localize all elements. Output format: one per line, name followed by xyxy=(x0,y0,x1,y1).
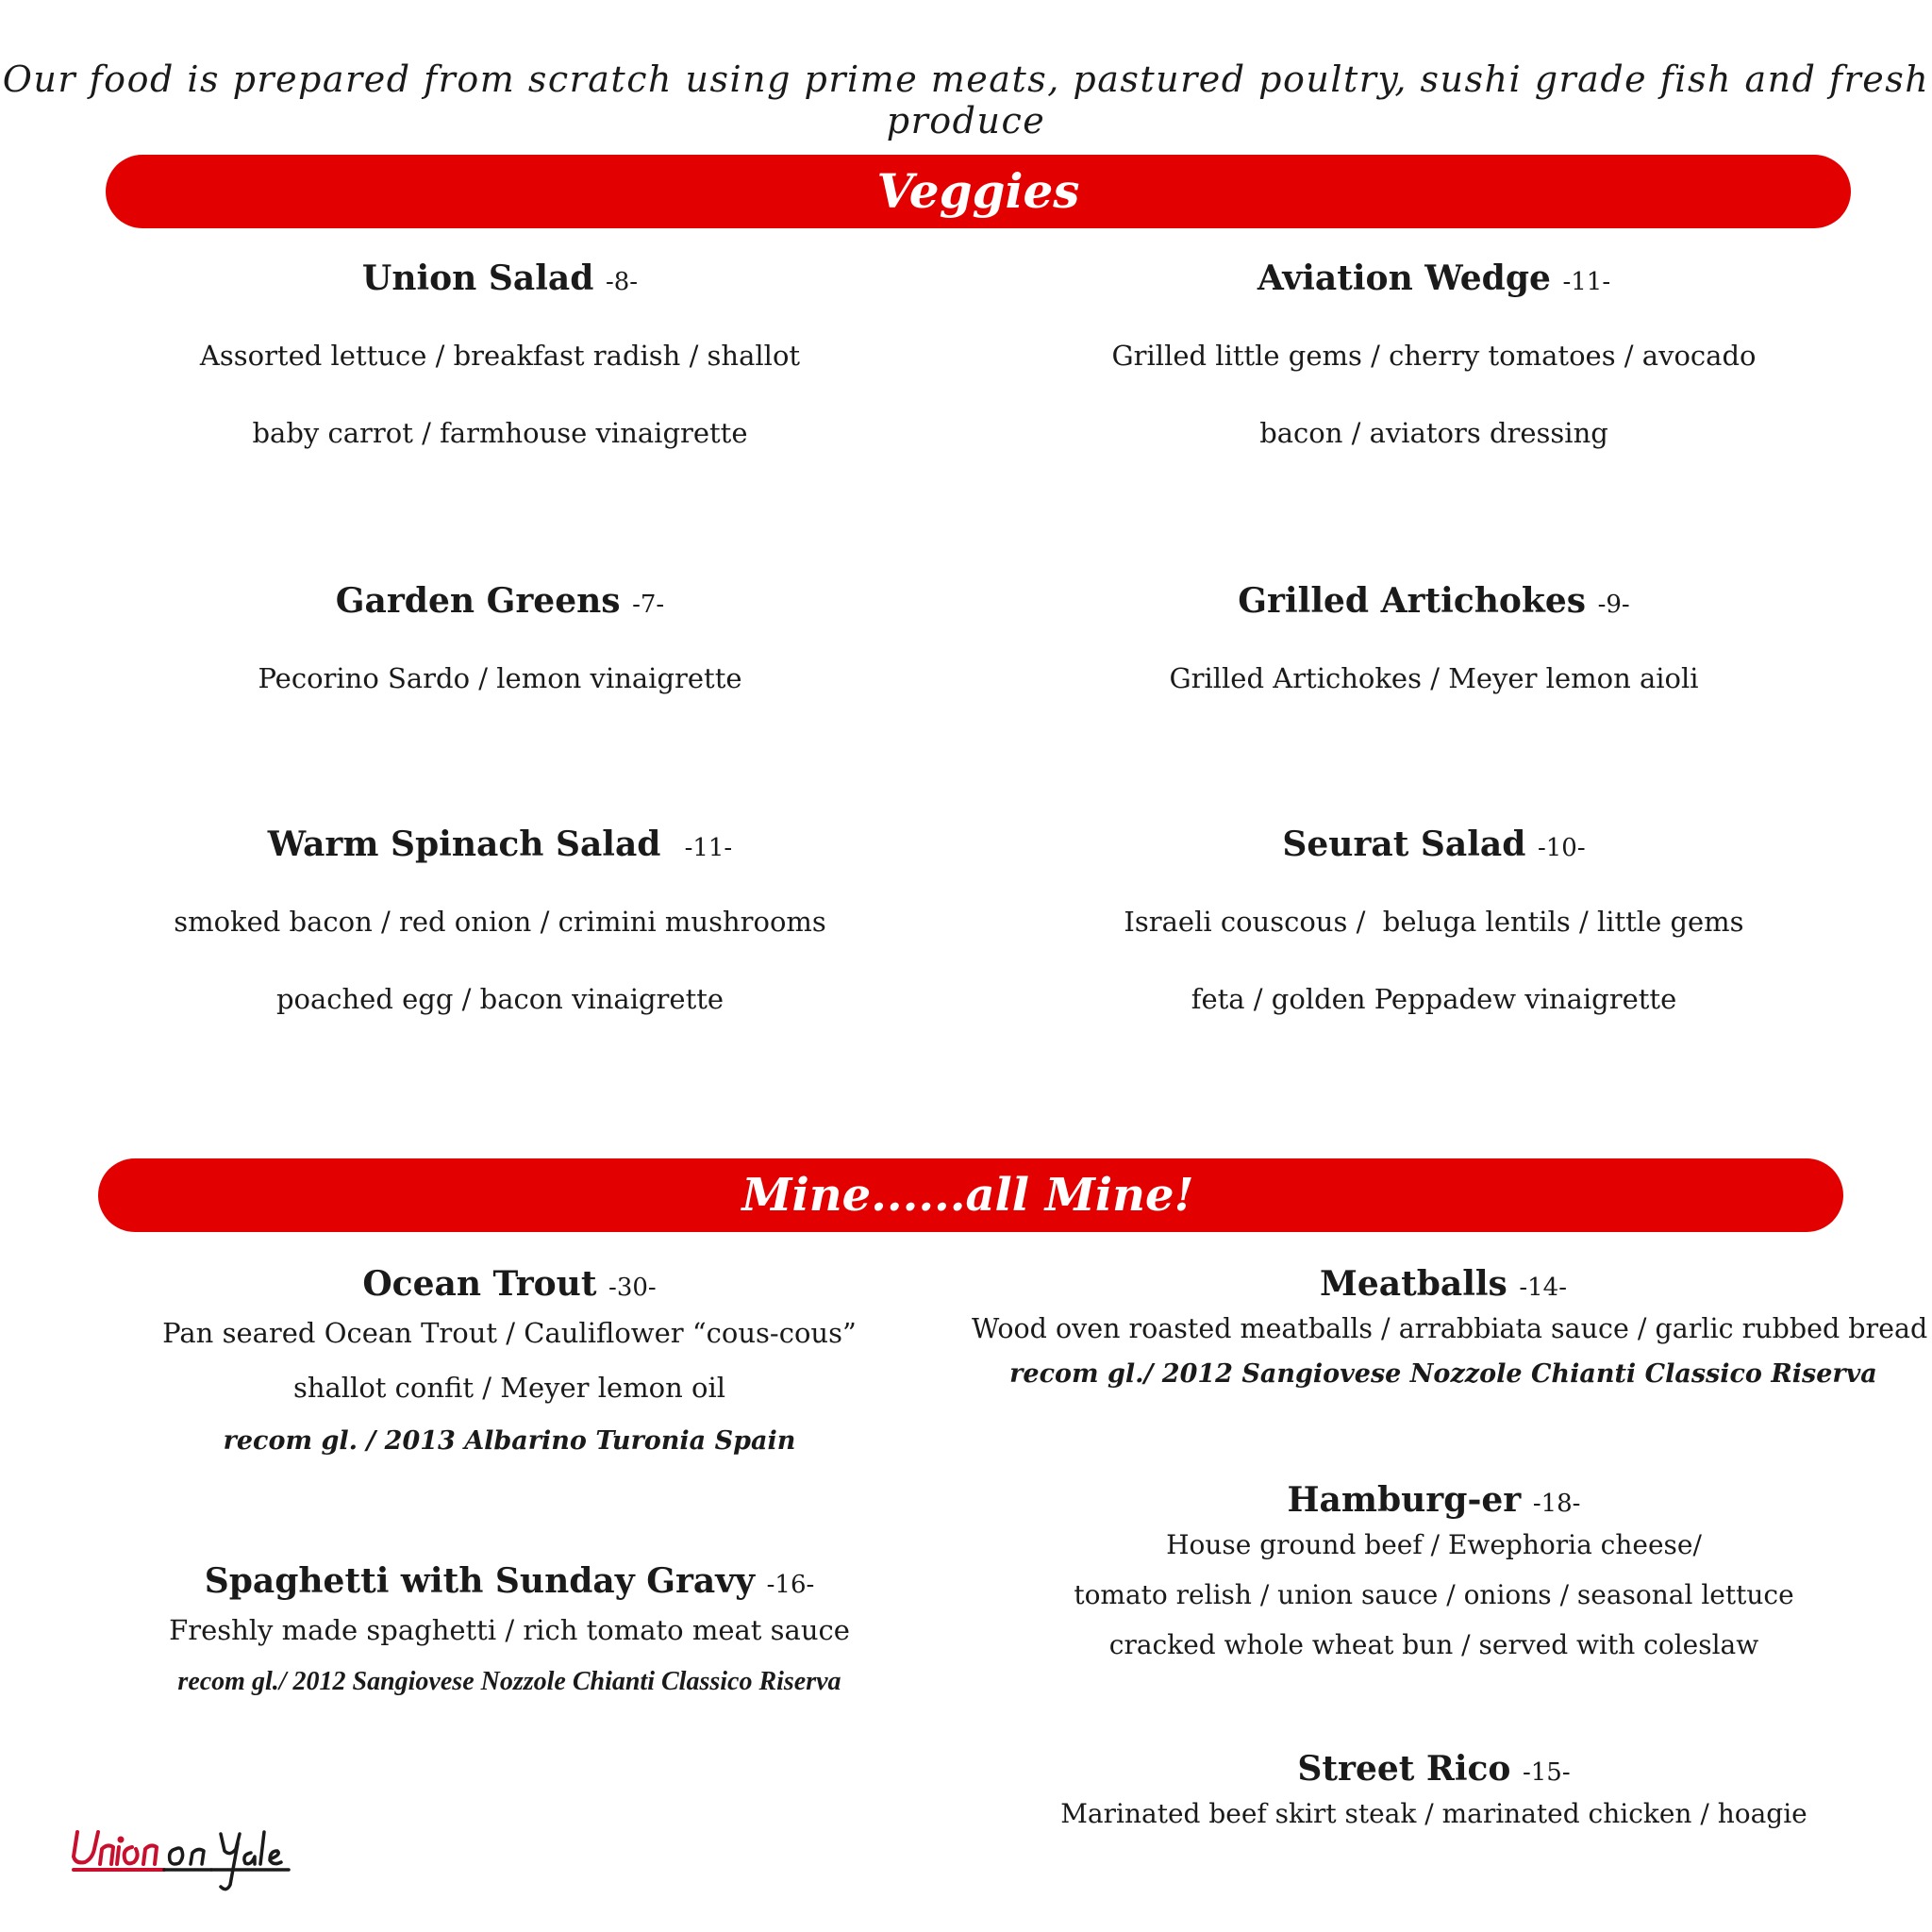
dish-description: Pecorino Sardo / lemon vinaigrette xyxy=(258,662,742,694)
menu-item xyxy=(123,258,877,449)
dish-description: bacon / aviators dressing xyxy=(1259,417,1608,449)
dish-price: -30- xyxy=(608,1274,657,1302)
tagline: Our food is prepared from scratch using prime meats, pastured poultry, sushi grade fish and fresh produce xyxy=(2,58,1930,142)
menu-item xyxy=(1047,1749,1821,1829)
dish-price: -9- xyxy=(1597,591,1630,619)
dish-title xyxy=(123,581,877,621)
dish-price: -7- xyxy=(632,591,665,619)
logo-text: Union On Yale xyxy=(70,1811,77,1812)
dish-title xyxy=(123,824,877,864)
dish-description: feta / golden Peppadew vinaigrette xyxy=(1191,983,1677,1015)
menu-item xyxy=(1047,1480,1821,1660)
dish-name: Union Salad xyxy=(361,258,594,298)
dish-description: cracked whole wheat bun / served with coleslaw xyxy=(1108,1629,1759,1660)
dish-name: Ocean Trout xyxy=(362,1264,597,1304)
dish-name: Grilled Artichokes xyxy=(1238,581,1587,621)
dish-title xyxy=(1047,824,1821,864)
union-on-yale-logo xyxy=(70,1811,306,1896)
dish-title xyxy=(1047,1749,1821,1789)
dish-name: Street Rico xyxy=(1297,1749,1511,1789)
menu-item xyxy=(972,1264,1928,1389)
section-banner-veggies xyxy=(106,155,1851,228)
menu-item xyxy=(123,824,877,1015)
dish-description: tomato relish / union sauce / onions / seasonal lettuce xyxy=(1074,1579,1794,1610)
dish-description: baby carrot / farmhouse vinaigrette xyxy=(252,417,748,449)
menu-item xyxy=(1047,581,1821,694)
dish-title xyxy=(123,258,877,298)
dish-description: Marinated beef skirt steak / marinated chicken / hoagie xyxy=(1060,1798,1807,1829)
dish-price: -14- xyxy=(1519,1274,1568,1302)
dish-description: poached egg / bacon vinaigrette xyxy=(275,983,724,1015)
dish-title xyxy=(1047,258,1821,298)
dish-price: -18- xyxy=(1532,1490,1581,1518)
wine-recommendation: recom gl. / 2013 Albarino Turonia Spain xyxy=(223,1426,796,1456)
dish-price: -8- xyxy=(605,268,639,296)
menu-item xyxy=(123,581,877,694)
dish-title xyxy=(123,1561,896,1601)
dish-title xyxy=(123,1264,896,1304)
dish-price: -15- xyxy=(1522,1758,1571,1787)
dish-description: Assorted lettuce / breakfast radish / shallot xyxy=(199,340,801,372)
dish-description: smoked bacon / red onion / crimini mushrooms xyxy=(174,906,826,938)
dish-name: Hamburg-er xyxy=(1287,1480,1522,1520)
section-title-veggies: Veggies xyxy=(876,163,1080,219)
wine-recommendation: recom gl./ 2012 Sangiovese Nozzole Chianti Classico Riserva xyxy=(177,1667,841,1696)
dish-name: Meatballs xyxy=(1319,1264,1507,1304)
dish-description: shallot confit / Meyer lemon oil xyxy=(292,1372,726,1404)
dish-price: -16- xyxy=(766,1571,815,1599)
dish-title xyxy=(972,1264,1915,1304)
dish-name: Spaghetti with Sunday Gravy xyxy=(204,1561,756,1601)
dish-description: Pan seared Ocean Trout / Cauliflower “cous-cous” xyxy=(162,1317,857,1349)
dish-price: -11- xyxy=(684,834,733,862)
dish-description: Grilled Artichokes / Meyer lemon aioli xyxy=(1169,662,1699,694)
dish-title xyxy=(1047,581,1821,621)
dish-description: Wood oven roasted meatballs / arrabbiata sauce / garlic rubbed bread xyxy=(972,1313,1928,1344)
dish-name: Garden Greens xyxy=(335,581,621,621)
dish-name: Aviation Wedge xyxy=(1257,258,1551,298)
dish-price: -11- xyxy=(1562,268,1611,296)
menu-item xyxy=(123,1561,896,1697)
dish-title xyxy=(1047,1480,1821,1520)
section-banner-mine xyxy=(98,1158,1843,1232)
dish-description: Grilled little gems / cherry tomatoes / avocado xyxy=(1111,340,1757,372)
menu-item xyxy=(1047,258,1821,449)
dish-description: Israeli couscous / beluga lentils / little gems xyxy=(1124,906,1744,938)
dish-price: -10- xyxy=(1537,834,1586,862)
dish-description: Freshly made spaghetti / rich tomato meat sauce xyxy=(169,1614,850,1646)
dish-name: Warm Spinach Salad xyxy=(267,824,661,864)
dish-name: Seurat Salad xyxy=(1282,824,1526,864)
menu-item xyxy=(123,1264,896,1456)
menu-item xyxy=(1047,824,1821,1015)
section-title-mine: Mine......all Mine! xyxy=(741,1169,1194,1222)
wine-recommendation: recom gl./ 2012 Sangiovese Nozzole Chianti Classico Riserva xyxy=(1009,1359,1877,1389)
dish-description: House ground beef / Ewephoria cheese/ xyxy=(1166,1529,1702,1560)
